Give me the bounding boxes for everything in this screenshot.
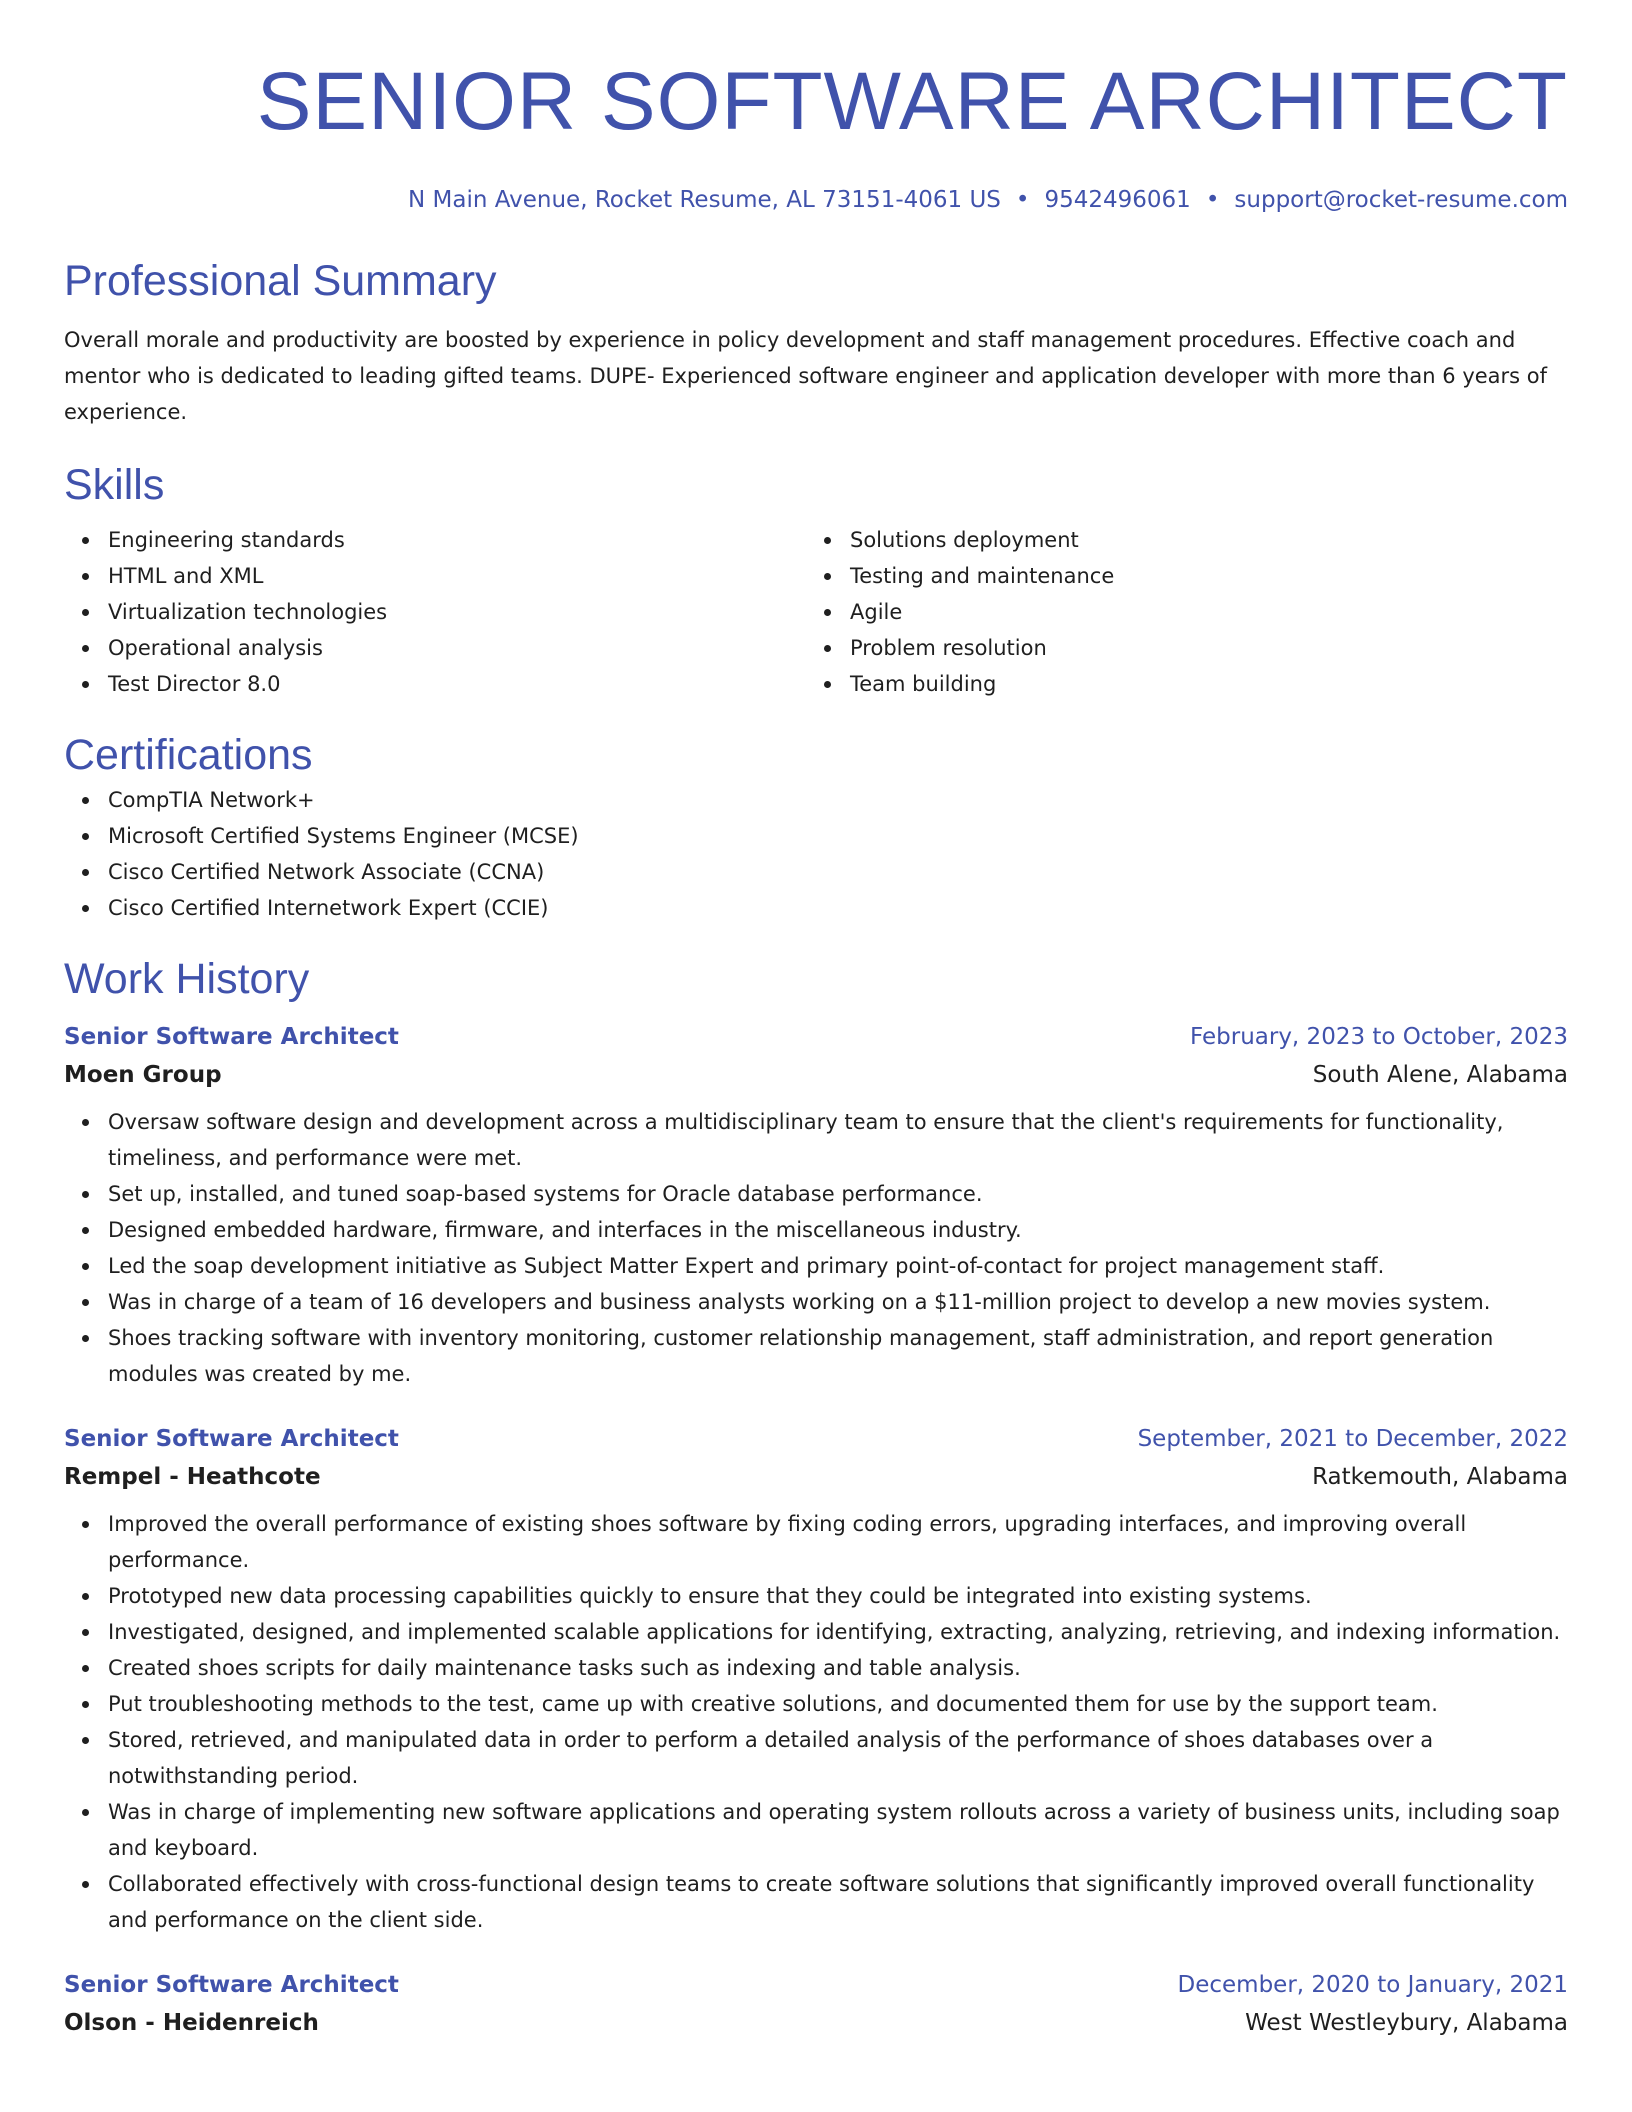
job-location: West Westleybury, Alabama	[1245, 2010, 1568, 2036]
job-bullet: Was in charge of implementing new software applications and operating system rollouts across a variety of business units, including soap and keyboard.	[108, 1794, 1568, 1866]
skills-column-right	[806, 522, 1548, 702]
skill-item: Engineering standards	[108, 522, 806, 558]
resume-header	[64, 0, 1568, 216]
job-bullet: Was in charge of a team of 16 developers and business analysts working on a $11-million project to develop a new movies system.	[108, 1284, 1568, 1320]
job-company: Olson - Heidenreich	[64, 2010, 319, 2036]
contact-line	[64, 184, 1568, 216]
skills-column-left	[64, 522, 806, 702]
contact-email: support@rocket-resume.com	[1234, 187, 1568, 213]
job-bullet: Prototyped new data processing capabilities quickly to ensure that they could be integrated into existing systems.	[108, 1578, 1568, 1614]
job-title-row	[64, 1420, 1568, 1458]
job-company: Rempel - Heathcote	[64, 1464, 321, 1490]
skill-item: Operational analysis	[108, 630, 806, 666]
certifications-heading: Certifications	[64, 731, 313, 779]
job-bullet: Improved the overall performance of existing shoes software by fixing coding errors, upgrading interfaces, and improving overall performance.	[108, 1506, 1568, 1578]
job-location: South Alene, Alabama	[1312, 1062, 1568, 1088]
job-bullet: Collaborated effectively with cross-functional design teams to create software solutions that significantly improved overall functionality and performance on the client side.	[108, 1866, 1568, 1938]
job-company-row	[64, 2004, 1568, 2042]
job-title-row	[64, 1966, 1568, 2004]
job-dates: September, 2021 to December, 2022	[1137, 1426, 1568, 1452]
job-company-row	[64, 1458, 1568, 1496]
job-title-row	[64, 1018, 1568, 1056]
job-dates: February, 2023 to October, 2023	[1190, 1024, 1568, 1050]
contact-phone: 9542496061	[1044, 187, 1191, 213]
job-bullet: Set up, installed, and tuned soap-based systems for Oracle database performance.	[108, 1176, 1568, 1212]
skill-item: Problem resolution	[850, 630, 1548, 666]
certification-item: Microsoft Certified Systems Engineer (MCSE)	[108, 818, 1568, 854]
job-bullet: Put troubleshooting methods to the test, came up with creative solutions, and documented them for use by the support team.	[108, 1686, 1568, 1722]
job-bullet: Led the soap development initiative as Subject Matter Expert and primary point-of-contact for project management staff.	[108, 1248, 1568, 1284]
job-company: Moen Group	[64, 1062, 222, 1088]
job-dates: December, 2020 to January, 2021	[1177, 1972, 1568, 1998]
resume-name: SENIOR SOFTWARE ARCHITECT	[256, 56, 1568, 147]
contact-address: N Main Avenue, Rocket Resume, AL 73151-4061 US	[408, 187, 1001, 213]
skills-heading: Skills	[64, 461, 165, 509]
skill-item: HTML and XML	[108, 558, 806, 594]
summary-heading: Professional Summary	[64, 257, 497, 305]
skill-item: Test Director 8.0	[108, 666, 806, 702]
contact-separator: •	[1015, 187, 1030, 213]
summary-text: Overall morale and productivity are boosted by experience in policy development and staff management procedures. Effective coach and mentor who is dedicated to leading gifted teams. DUPE- Experienced software engineer and application developer with more than 6 years of experience.	[64, 328, 1548, 424]
job-bullet: Oversaw software design and development across a multidisciplinary team to ensure that the client's requirements for functionality, timeliness, and performance were met.	[108, 1104, 1568, 1176]
job-bullet: Investigated, designed, and implemented scalable applications for identifying, extracting, analyzing, retrieving, and indexing information.	[108, 1614, 1568, 1650]
skill-item: Testing and maintenance	[850, 558, 1548, 594]
job-bullets	[64, 1506, 1568, 1938]
job-title: Senior Software Architect	[64, 1972, 399, 1998]
certifications-list	[64, 782, 1568, 926]
contact-separator: •	[1205, 187, 1220, 213]
job-bullet: Stored, retrieved, and manipulated data in order to perform a detailed analysis of the performance of shoes databases over a notwithstanding period.	[108, 1722, 1568, 1794]
certification-item: CompTIA Network+	[108, 782, 1568, 818]
job-location: Ratkemouth, Alabama	[1312, 1464, 1568, 1490]
certification-item: Cisco Certified Network Associate (CCNA)	[108, 854, 1568, 890]
skill-item: Virtualization technologies	[108, 594, 806, 630]
job-bullets	[64, 1104, 1568, 1392]
job-entry	[64, 1018, 1568, 1392]
job-entry	[64, 1966, 1568, 2042]
job-title: Senior Software Architect	[64, 1024, 399, 1050]
certification-item: Cisco Certified Internetwork Expert (CCIE)	[108, 890, 1568, 926]
job-bullet: Created shoes scripts for daily maintenance tasks such as indexing and table analysis.	[108, 1650, 1568, 1686]
job-company-row	[64, 1056, 1568, 1094]
job-entry	[64, 1420, 1568, 1938]
job-title: Senior Software Architect	[64, 1426, 399, 1452]
job-bullet: Designed embedded hardware, firmware, and interfaces in the miscellaneous industry.	[108, 1212, 1568, 1248]
job-bullet: Shoes tracking software with inventory monitoring, customer relationship management, staff administration, and report generation modules was created by me.	[108, 1320, 1568, 1392]
skills-grid	[64, 522, 1568, 702]
work-history-heading: Work History	[64, 955, 310, 1003]
skill-item: Team building	[850, 666, 1548, 702]
skill-item: Agile	[850, 594, 1548, 630]
skill-item: Solutions deployment	[850, 522, 1548, 558]
